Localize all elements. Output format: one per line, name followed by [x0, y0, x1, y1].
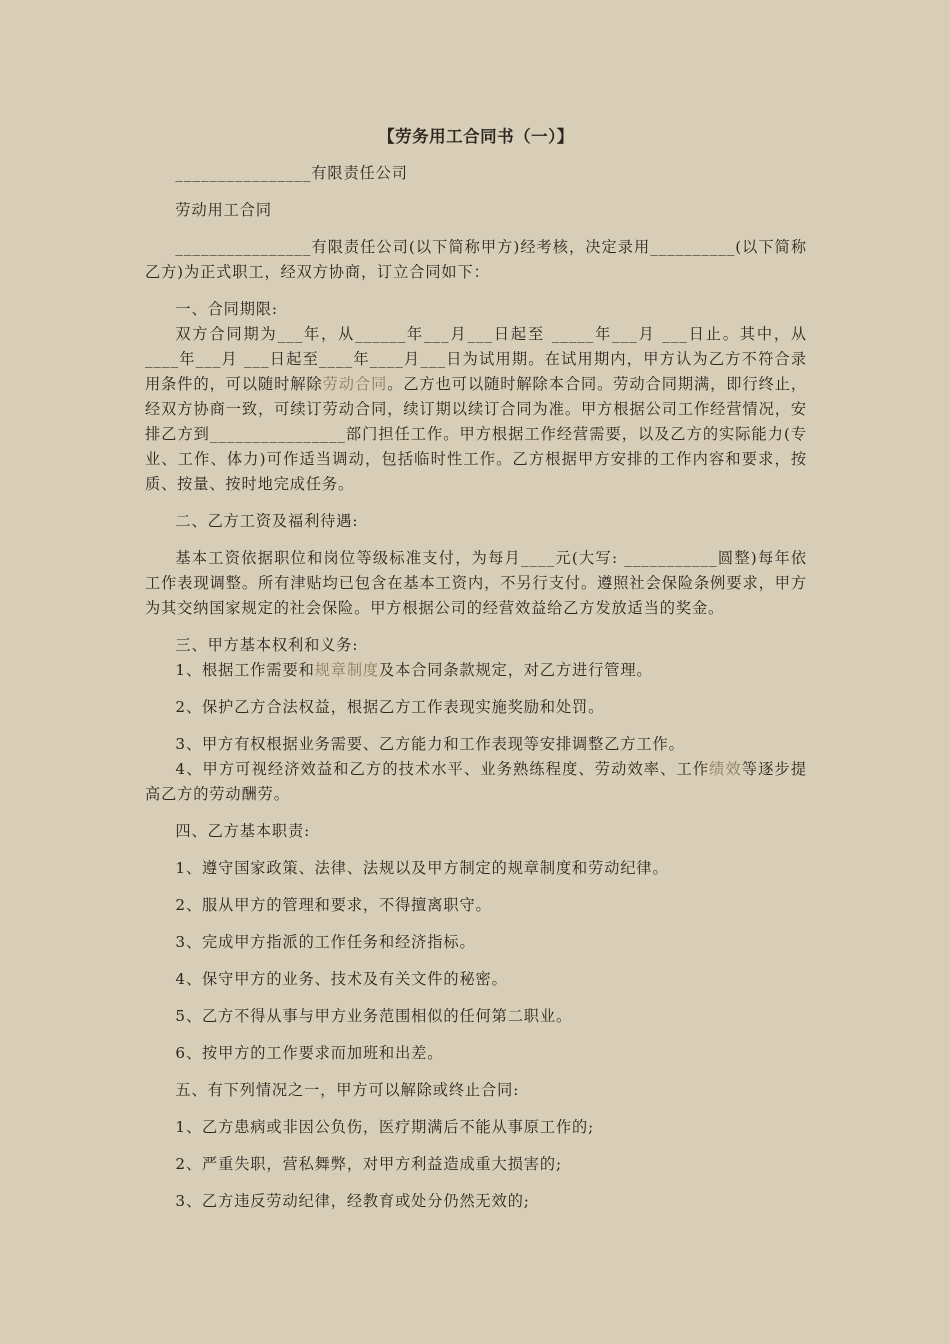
section-1-text-b: 。乙方也可以随时解除本合同。劳动合同期满，即行终止，经双方协商一致，可续订劳动合同，续订期以续订合同为准。甲方根据公司工作经营情况，安排乙方到________________部门担任工作。甲方根据工作经营需要，以及乙方的实际能力(专业、工作、体力)可作适当调动，包括临时性工作。乙方根据甲方安排的工作内容和要求，按质、按量、按时地完成任务。 [145, 375, 807, 493]
document-body [145, 124, 807, 1214]
regulations-link[interactable]: 规章制度 [314, 661, 380, 679]
intro-paragraph: ________________有限责任公司(以下简称甲方)经考核，决定录用__________(以下简称乙方)为正式职工，经双方协商，订立合同如下： [145, 238, 807, 281]
section-3-item-3: 3、甲方有权根据业务需要、乙方能力和工作表现等安排调整乙方工作。 [175, 735, 685, 753]
contract-subtitle: 劳动用工合同 [175, 201, 272, 219]
section-3-heading: 三、甲方基本权利和义务: [175, 636, 359, 654]
section-1-heading: 一、合同期限: [175, 300, 278, 318]
section-1-text-a: 双方合同期为___年，从______年___月___日起至 _____年___月 ___日止。其中，从____年___月 ___日起至____年____月___日为试用期。在试用期内，甲方认为乙方不符合录用条件的，可以随时解除 [145, 325, 807, 393]
section-3-item-1 [145, 658, 807, 683]
section-4-heading: 四、乙方基本职责: [175, 822, 311, 840]
section-5-heading: 五、有下列情况之一，甲方可以解除或终止合同: [175, 1081, 520, 1099]
section-2-paragraph: 基本工资依据职位和岗位等级标准支付，为每月____元(大写: ___________圆整)每年依工作表现调整。所有津贴均已包含在基本工资内，不另行支付。遵照社会保险条例要求，甲方为其交纳国家规定的社会保险。甲方根据公司的经营效益给乙方发放适当的奖金。 [145, 549, 807, 617]
section-5-item: 3、乙方违反劳动纪律，经教育或处分仍然无效的; [175, 1192, 530, 1210]
performance-link[interactable]: 绩效 [709, 760, 742, 778]
section-3-item-2: 2、保护乙方合法权益，根据乙方工作表现实施奖励和处罚。 [175, 698, 605, 716]
section-5-item: 1、乙方患病或非因公负伤，医疗期满后不能从事原工作的; [175, 1118, 595, 1136]
section-3-item-4-text-b: 等逐步提高乙方的劳动酬劳。 [145, 760, 807, 803]
section-3-item-1-text-b: 及本合同条款规定，对乙方进行管理。 [379, 661, 653, 679]
section-1-paragraph [145, 322, 807, 497]
section-4-item: 5、乙方不得从事与甲方业务范围相似的任何第二职业。 [175, 1007, 573, 1025]
section-2-heading: 二、乙方工资及福利待遇: [175, 512, 359, 530]
section-4-item: 3、完成甲方指派的工作任务和经济指标。 [175, 933, 476, 951]
section-3-item-1-text-a: 1、根据工作需要和 [175, 661, 315, 679]
section-4-item: 4、保守甲方的业务、技术及有关文件的秘密。 [175, 970, 508, 988]
section-5-item: 2、严重失职，营私舞弊，对甲方利益造成重大损害的; [175, 1155, 562, 1173]
section-4-item: 1、遵守国家政策、法律、法规以及甲方制定的规章制度和劳动纪律。 [175, 859, 669, 877]
section-4-item: 2、服从甲方的管理和要求，不得擅离职守。 [175, 896, 492, 914]
company-line: ________________有限责任公司 [175, 164, 408, 182]
document-title: 【劳务用工合同书（一）】 [378, 127, 574, 146]
section-3-item-4 [145, 757, 807, 807]
labor-contract-link[interactable]: 劳动合同 [322, 375, 388, 393]
section-3-item-4-text-a: 4、甲方可视经济效益和乙方的技术水平、业务熟练程度、劳动效率、工作 [175, 760, 710, 778]
section-4-item: 6、按甲方的工作要求而加班和出差。 [175, 1044, 444, 1062]
